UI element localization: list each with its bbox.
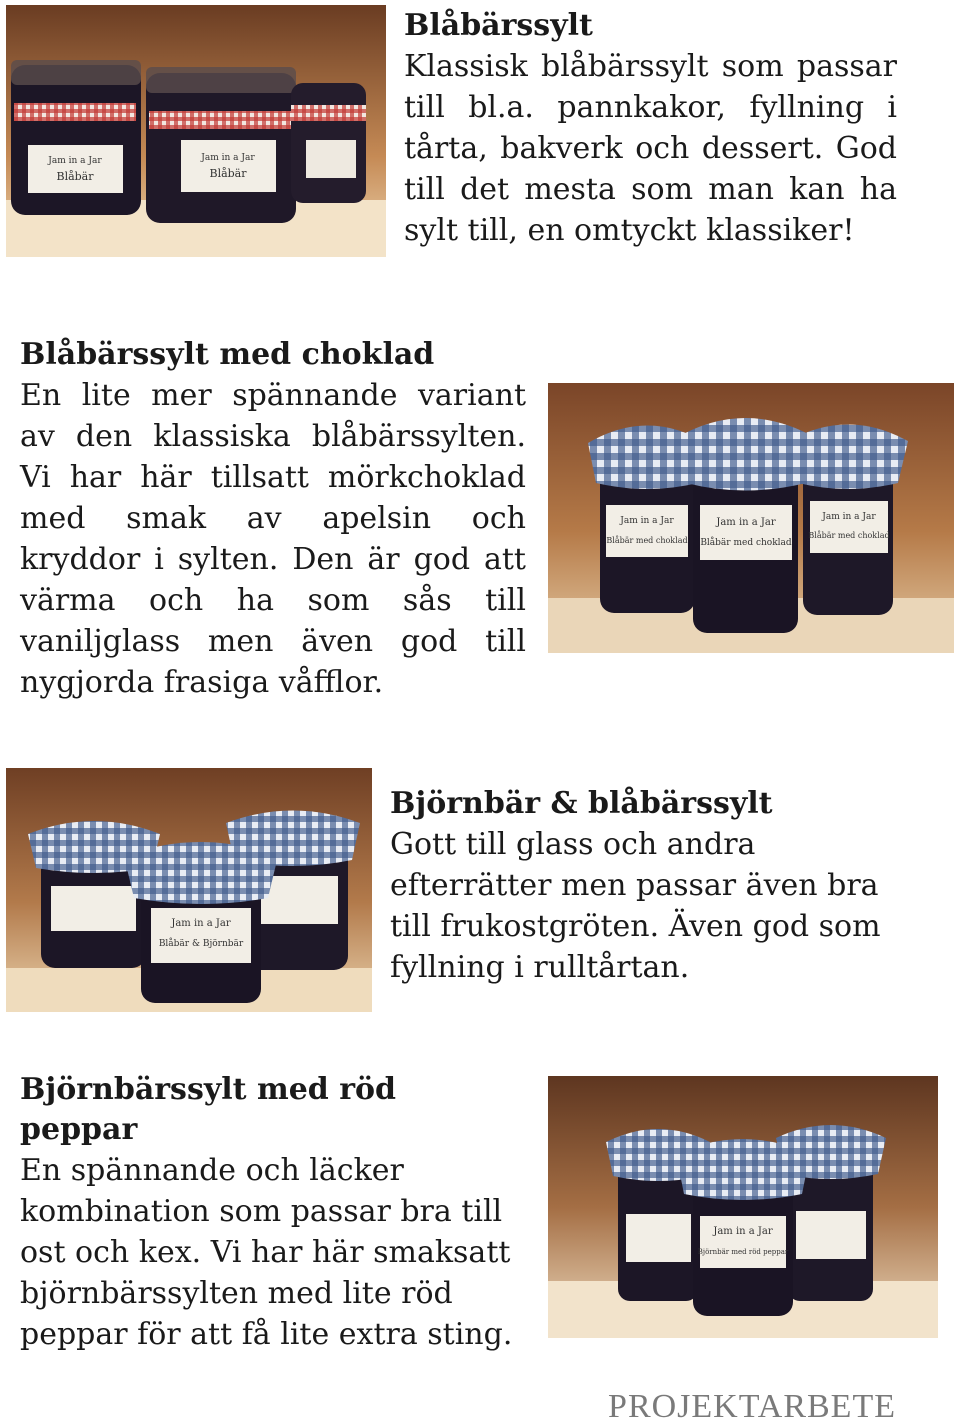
product-description: En spännande och läcker kombination som passar bra till ost och kex. Vi har här smaksatt björnbärssylten med lite röd peppar för att få lite extra sting. [20,1153,513,1352]
product-description: En lite mer spännande variant av den klassiska blåbärssylten. Vi har här tillsatt mörkchoklad med smak av apelsin och kryddor i sylten. Den är god att värma och ha som sås till vaniljglass men även god till nygjorda frasiga våfflor. [20,378,526,700]
jar-label-name: Blåbär med choklad [808,531,890,540]
product-description: Klassisk blåbärssylt som passar till bl.a. pannkakor, fyllning i tårta, bakverk och dessert. God till det mesta som man kan ha sylt till, en omtyckt klassiker! [404,49,897,248]
product-title: Björnbär & blåbärssylt [390,786,773,821]
jar-label-name: Blåbär med choklad [700,538,792,548]
jar-label-name: Blåbär [56,170,94,183]
product-blabarssylt-med-choklad [20,335,526,703]
jar-label-brand: Jam in a Jar [620,516,674,526]
product-bjornbarssylt-med-rod-peppar [20,1070,520,1355]
product-blabarssylt [404,6,897,251]
product-bjornbar-blabarssylt [390,784,890,988]
product-description: Gott till glass och andra efterrätter men passar även bra till frukostgröten. Även god som fyllning i rulltårtan. [390,827,881,985]
jar-label-name: Blåbär & Björnbär [158,939,244,949]
jar-label-brand: Jam in a Jar [201,153,255,163]
photo-bjornbarssylt-med-rod-peppar [548,1076,938,1338]
jar-label-brand: Jam in a Jar [716,517,776,528]
jar-label-brand: Jam in a Jar [48,156,102,166]
jar-label-name: Blåbär med choklad [606,536,688,545]
product-title: Björnbärssylt med röd peppar [20,1072,397,1147]
jar-label-brand: Jam in a Jar [171,918,231,929]
jar-label-brand: Jam in a Jar [822,512,876,522]
product-title: Blåbärssylt med choklad [20,337,435,372]
jar-label-brand: Jam in a Jar [713,1226,773,1237]
photo-bjornbar-blabarssylt [6,768,372,1012]
photo-blabarssylt [6,5,386,257]
jar-label-name: Björnbär med röd peppar [697,1248,789,1256]
footer-label: PROJEKTARBETE [608,1388,896,1425]
photo-blabarssylt-med-choklad [548,383,954,653]
jar-label-name: Blåbär [209,167,247,180]
product-title: Blåbärssylt [404,8,593,43]
